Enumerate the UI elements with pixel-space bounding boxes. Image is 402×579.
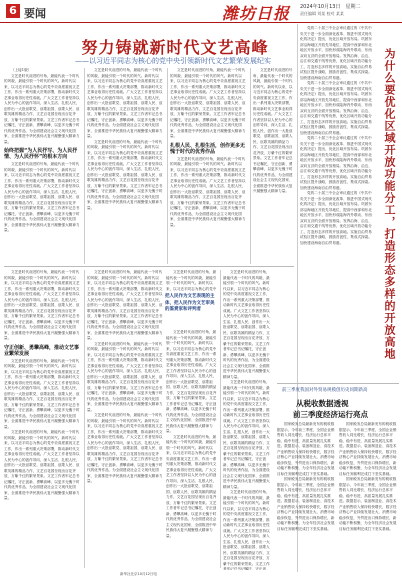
paragraph: 党的二十届三中全会审议通过的《中共中央关于进一步全面深化改革、推进中国式现代化的决定》提出，优化区域开放布局。巩固东部沿海地区开放先导地位，提高中西部和东北地区开放水平，加快形成陆海内外联动、东西双向互济的全面开放格局。发挥沿海、沿边、沿江和交通干线等优势，优化区域开放功能分工，打造形态多样的开放高地。实施自由贸易试验区提升战略，鼓励首创性、集成式探索。加快建设海南自由贸易港。 xyxy=(300,26,372,80)
side-article-body xyxy=(300,26,375,381)
column-rule xyxy=(250,68,251,264)
paragraph: 文艺是时代前进的号角，最能代表一个时代的风貌，最能引领一个时代的风气。新时代以来，以习近平同志为核心的党中央高度重视文艺工作，作出一系列重大决策部署，推动新时代文艺事业取得历史性成就。广大文艺工作者坚持以人民为中心的创作导向，深入生活、扎根人民，创作出一大批讴歌党、讴歌祖国、讴歌人民、讴歌英雄的精品力作，文艺百花园呈现出百花齐放、万紫千红的繁荣景象。文艺工作者牢记总书记嘱托，守正创新、勇攀高峰，以更多无愧于时代的优秀作品，为全面建设社会主义现代化国家、全面推进中华民族伟大复兴凝聚强大精神力量。 xyxy=(87,139,163,210)
section-name: 要闻 xyxy=(24,7,46,20)
side-article-headline: 为什么要优化区域开放功能分工，打造形态多样的开放高地 xyxy=(383,48,396,360)
paragraph: 文艺是时代前进的号角，最能代表一个时代的风貌，最能引领一个时代的风气。新时代以来，以习近平同志为核心的党中央高度重视文艺工作，作出一系列重大决策部署，推动新时代文艺事业取得历史性成就。广大文艺工作者坚持以人民为中心的创作导向，深入生活、扎根人民，创作出一大批讴歌党、讴歌祖国、讴歌人民、讴歌英雄的精品力作，文艺百花园呈现出百花齐放、万紫千红的繁荣景象。文艺工作者牢记总书记嘱托，守正创新、勇攀高峰，以更多无愧于时代的优秀作品，为全面建设社会主义现代化国家、全面推进中华民族伟大复兴凝聚强大精神力量。 xyxy=(4,162,80,232)
section-heading: 始终把握“为人民抒写、为人民抒情、为人民抒怀”的根本方向 xyxy=(4,148,78,160)
paragraph: 国家税务总局最新发布的税收数据显示，今年前三季度，全国企业销售收入同比增长，经济运行总体平稳、稳中有进，高质量发展扎实推进。数据显示，装备制造业、高技术产业销售收入保持较快增长，数字经济核心产业持续发展壮大，消费市场稳步恢复，外贸进出口保持增长，新动能不断积聚，为全年经济社会发展目标任务顺利完成打下坚实基础。 xyxy=(339,422,397,476)
article-title: 努力铸就新时代文艺高峰 xyxy=(81,38,269,57)
news-kicker: 前三季度我国对外贸易规模创历史同期新高 xyxy=(282,388,368,393)
section-heading: 扎根人民、扎根生活，创作更多无愧于时代的优秀作品 xyxy=(170,142,246,155)
paragraph: 文艺是时代前进的号角，最能代表一个时代的风貌，最能引领一个时代的风气。新时代以来，以习近平同志为核心的党中央高度重视文艺工作，作出一系列重大决策部署，推动新时代文艺事业取得历史性成就。广大文艺工作者坚持以人民为中心的创作导向，深入生活、扎根人民，创作出一大批讴歌党、讴歌祖国、讴歌人民、讴歌英雄的精品力作，文艺百花园呈现出百花齐放、万紫千红的繁荣景象。文艺工作者牢记总书记嘱托，守正创新、勇攀高峰，以更多无愧于时代的优秀作品，为全面建设社会主义现代化国家、全面推进中华民族伟大复兴凝聚强大精神力量。 xyxy=(4,430,80,500)
paragraph: 国家税务总局最新发布的税收数据显示，今年前三季度，全国企业销售收入同比增长，经济运行总体平稳、稳中有进，高质量发展扎实推进。数据显示，装备制造业、高技术产业销售收入保持较快增长，数字经济核心产业持续发展壮大，消费市场稳步恢复，外贸进出口保持增长，新动能不断积聚，为全年经济社会发展目标任务顺利完成打下坚实基础。 xyxy=(277,477,335,531)
article-column-6 xyxy=(87,270,163,570)
column-rule xyxy=(167,68,168,264)
paragraph: 文艺是时代前进的号角，最能代表一个时代的风貌，最能引领一个时代的风气。新时代以来，以习近平同志为核心的党中央高度重视文艺工作，作出一系列重大决策部署，推动新时代文艺事业取得历史性成就。广大文艺工作者坚持以人民为中心的创作导向，深入生活、扎根人民，创作出一大批讴歌党、讴歌祖国、讴歌人民、讴歌英雄的精品力作，文艺百花园呈现出百花齐放、万紫千红的繁荣景象。文艺工作者牢记总书记嘱托，守正创新、勇攀高峰，以更多无愧于时代的优秀作品，为全面建设社会主义现代化国家、全面推进中华民族伟大复兴凝聚强大精神力量。 xyxy=(87,68,163,138)
paragraph: 文艺是时代前进的号角，最能代表一个时代的风貌，最能引领一个时代的风气。新时代以来，以习近平同志为核心的党中央高度重视文艺工作，作出一系列重大决策部署，推动新时代文艺事业取得历史性成就。广大文艺工作者坚持以人民为中心的创作导向，深入生活、扎根人民，创作出一大批讴歌党、讴歌祖国、讴歌人民、讴歌英雄的精品力作，文艺百花园呈现出百花齐放、万紫千红的繁荣景象。文艺工作者牢记总书记嘱托，守正创新、勇攀高峰，以更多无愧于时代的优秀作品，为全面建设社会主义现代化国家、全面推进中华民族伟大复兴凝聚强大精神力量。 xyxy=(166,434,217,538)
paragraph: 文艺是时代前进的号角，最能代表一个时代的风貌，最能引领一个时代的风气。新时代以来，以习近平同志为核心的党中央高度重视文艺工作，作出一系列重大决策部署，推动新时代文艺事业取得历史性成就。广大文艺工作者坚持以人民为中心的创作导向，深入生活、扎根人民，创作出一大批讴歌党、讴歌祖国、讴歌人民、讴歌英雄的精品力作，文艺百花园呈现出百花齐放、万紫千红的繁荣景象。文艺工作者牢记总书记嘱托，守正创 xyxy=(223,490,270,570)
article-column-1 xyxy=(4,68,82,262)
block-divider xyxy=(277,383,399,384)
paragraph: 文艺是时代前进的号角，最能代表一个时代的风貌，最能引领一个时代的风气。新时代以来，以习近平同志为核心的党中央高度重视文艺工作，作出一系列重大决策部署，推动新时代文艺事业取得历史性成就。广大文艺工作者坚持以人民为中心的创作导向，深入生活、扎根人民，创作出一大批讴歌党、讴歌祖国、讴歌人民、讴歌英雄的精品力作，文艺百花园呈现出百花齐放、万紫千红的繁荣景象。文艺工作者牢记总书记嘱托，守正创新、勇攀高峰，以更多无愧于时代的优秀作品，为全面建设社会主义现代化国家、全面推进中华民族伟大复兴凝聚强大精神力量。 xyxy=(170,156,246,227)
article-column-3 xyxy=(170,68,248,262)
article-lead: （上接1版） xyxy=(11,68,32,72)
paragraph: 党的二十届三中全会审议通过的《中共中央关于进一步全面深化改革、推进中国式现代化的决定》提出，优化区域开放布局。巩固东部沿海地区开放先导地位，提高中西部和东北地区开放水平，加快形成陆海内外联动、东西双向互济的全面开放格局。发挥沿海、沿边、沿江和交通干线等优势，优化区域开放功能分工，打造形态多样的开放高地。实施自由贸易试验区提升战略，鼓励首创性、集成式探索。加快建设海南自由贸易港。 xyxy=(300,81,372,135)
paragraph: 国家税务总局最新发布的税收数据显示，今年前三季度，全国企业销售收入同比增长，经济运行总体平稳、稳中有进，高质量发展扎实推进。数据显示，装备制造业、高技术产业销售收入保持较快增长，数字经济核心产业持续发展壮大，消费市场稳步恢复，外贸进出口保持增长，新动能不断积聚，为全年经济社会发展目标任务顺利完成打下坚实基础。 xyxy=(339,477,397,531)
paragraph: 文艺是时代前进的号角，最能代表一个时代的风貌，最能引领一个时代的风气。新时代以来，以习近平同志为核心的党中央高度重视文艺工作，作出一系列重大决策部署，推动新时代文艺事业取得历史性成就。广大文艺工作者坚持以人民为中心的创作导向，深入生活、扎根人民，创作出一大批讴歌党、讴歌祖国、讴歌人民、讴歌英雄的精品力作，文艺百花园呈现出百花齐放、万紫千红的繁荣景象。文艺工作者牢记总书记嘱托，守正创新、勇攀高峰，以更多无愧于时代的优秀作品，为全面建设社会主义现代化国家、全面推进中华民族伟大复兴凝聚强大精神力量。 xyxy=(223,380,270,489)
editor-line: 责任编辑 刘某 校对 某某 xyxy=(300,11,344,16)
section-heading: 守正创新、勇攀高峰，推动文艺事业繁荣发展 xyxy=(4,344,80,357)
paragraph: 党的二十届三中全会审议通过的《中共中央关于进一步全面深化改革、推进中国式现代化的决定》提出，优化区域开放布局。巩固东部沿海地区开放先导地位，提高中西部和东北地区开放水平，加快形成陆海内外联动、东西双向互济的全面开放格局。发挥沿海、沿边、沿江和交通干线等优势，优化区域开放功能分工，打造形态多样的开放高地。实施自由贸易试验区提升战略，鼓励首创性、集成式探索。加快建设海南自由贸易港。 xyxy=(300,191,372,245)
paragraph: 文艺是时代前进的号角，最能代表一个时代的风貌，最能引领一个时代的风气。新时代以来，以习近平同志为核心的党中央高度重视文艺工作，作出一系列重大决策部署，推动新时代文艺事业取得历史性成就。广大文艺工作者坚持以人民为中心的创作导向，深入生活、扎根人民，创作出一大批讴歌党、讴歌祖国、讴歌人民、讴歌英雄的精品力作，文艺百花园呈现出百花齐放、万紫千红的繁荣景象。文艺工作者牢记总书记嘱托，守正创新、勇攀高峰，以更多无愧于时代的优秀作品，为全面建设社会主义现代化国家、全面推进中华民族伟大复兴凝聚强大精神力量。 xyxy=(170,68,246,138)
paragraph: 文艺是时代前进的号角，最能代表一个时代的风貌，最能引领一个时代的风气。新时代以来，以习近平同志为核心的党中央高度重视文艺工作，作出一系列重大决策部署，推动新时代文艺事业取得历史性成就。广大文艺工作者坚持以人民为中心的创作导向，深入生活、扎根人民，创作出一大批讴歌党、讴歌祖国、讴歌人民、讴歌英雄的精品力作，文艺百花园呈现出百花齐放、万紫千红的繁荣景象。文艺工作者牢记总书记嘱托，守正创新、勇攀高峰，以更多无愧于时代的优秀作品，为全面建设社会主义现代化国家、全面推进中华民族伟大复兴凝聚强大精神力量。 xyxy=(87,270,163,340)
article-column-8 xyxy=(223,270,273,570)
column-rule xyxy=(220,270,221,568)
article-column-7-top xyxy=(166,270,218,292)
article-column-7 xyxy=(166,330,218,570)
article-column-2 xyxy=(87,68,165,262)
column-rule xyxy=(84,68,85,264)
pull-quote: 把人民作为文艺表现的主体，把人民作为文艺审美的鉴赏家和评判者 xyxy=(165,294,215,312)
paragraph: 文艺是时代前进的号角，最能代表一个时代的风貌，最能引领一个时代的风气。新时代以来，以习近平同志为核心的党中央高度重视文艺工作，作出一系列重大决策部署，推动新时代文艺事业取得历史性成就。广大文艺工作者坚持以人民为中心的创作导向，深入生活、扎根人民，创作出一大批讴歌党、讴歌祖国、讴歌人民、讴歌英雄的精品力作，文艺百花园呈现出百花齐放、万紫千红的繁荣景象。文艺工作者牢记总书记嘱托，守正创新、勇攀高峰，以更多无愧于时代的优秀作品，为全面建设社会主义现代化国家、全面推进中华民族伟大复兴凝聚强大精神力量。 xyxy=(223,270,270,379)
paragraph: 文艺是时代前进的号角，最能代表一个时代的风貌，最能引领一个时代的风气。新时代以来，以习近平同志为核心的党中央高度重视文艺工作，作出一系列重大决策部署，推动新时代文艺事业取得历史性成就。广大文艺工作者坚持以人民为中心的创作导向，深入生活、扎根人民，创作出一大批讴歌党、讴歌祖国、讴歌人民、讴歌英雄的精品力作，文艺百花园呈现出百花齐放、万紫千红的繁荣景象。文艺工作者牢记总书记嘱托，守正创新、勇攀高峰，以更多无愧于时代的优秀作品，为全面建设社会主义现代化国家、全面推进中华民族伟大复兴凝聚强大精神力量。 xyxy=(253,68,293,193)
paragraph: 文艺是时代前进的号角，最能代表一个时代的风貌，最能引领一个时代的风气。新时代以来，以习近平同志为核心的党中央高度重视文艺工作，作出一系列重大决策部署，推动新时代文艺事业取得历史性成就。广大文艺工作者坚持以人民为中心的创作导向，深入生活、扎根人民，创作出一大批讴歌党、讴歌祖国、讴歌人民、讴歌英雄的精品力作，文艺百花园呈现出百花齐放、万紫千红的繁荣景象。文艺工作者牢记总书记嘱托，守正创新、勇攀高峰，以更多无愧于时代的优秀作品，为全面建设社会主义现代化国家、全面推进中华民族伟大复兴凝聚强大精神力量。 xyxy=(4,270,80,340)
paragraph: 党的二十届三中全会审议通过的《中共中央关于进一步全面深化改革、推进中国式现代化的决定》提出，优化区域开放布局。巩固东部沿海地区开放先导地位，提高中西部和东北地区开放水平，加快形成陆海内外联动、东西双向互济的全面开放格局。发挥沿海、沿边、沿江和交通干线等优势，优化区域开放功能分工，打造形态多样的开放高地。实施自由贸易试验区提升战略，鼓励首创性、集成式探索。加快建设海南自由贸易港。 xyxy=(300,136,372,190)
newspaper-masthead: 潍坊日报 xyxy=(222,4,291,23)
paragraph: 文艺是时代前进的号角，最能代表一个时代的风貌，最能引领一个时代的风气。新时代以来，以习近平同志为核心的党中央高度重视文艺工作，作出一系列重大决策部署，推动新时代文艺事业取得历史性成就。广大文艺工作者坚持以人民为中心的创作导向，深入生活、扎根人民，创作出一大批讴歌党、讴歌祖国、讴歌人民、讴歌英雄的精品力作，文艺百花园呈现出百花齐放、万紫千红的繁荣景象。文艺工作者牢记总书记嘱托，守正创新、勇攀高峰，以更多无愧于时代的优秀作品，为全面建设社会主义现代化国家、全面推进中华民族伟大复兴凝聚强大精神力量。 xyxy=(4,358,80,429)
paragraph: 文艺是时代前进的号角，最能代表一个时代的风貌，最能引领一个时代的风气。新时代以来，以习近平同志为核心的党中央高度重视文艺工作，作出一系列重大决策部署，推动新时代文艺事业取得历史性成就。广大文艺工作者坚持以人民为中心的创作导向，深入生活、扎根人民，创作出一大批讴歌党、讴歌祖国、讴歌人民、讴歌英雄的精品力作，文艺百花园呈现出百花齐放、万紫千红的繁荣景象。文艺工作者牢记总书记嘱托，守正创新、勇攀高峰，以更多无愧于时代的优秀作品，为全面建设社会主义现代化国家、全面推进中华民族伟大复兴凝聚强大精神力量。 xyxy=(166,330,217,433)
article-subtitle: ——以习近平同志为核心的党中央引领新时代文艺繁荣发展纪实 xyxy=(75,57,271,65)
paragraph: 文艺是时代前进的号角，最能代表一个时代的风貌，最能引领一个时代的风气。新时代以来，以习近平同志为核心的党中 xyxy=(166,270,217,291)
news-headline-line-1: 从税收数据透视 xyxy=(296,399,349,408)
paragraph: 文艺是时代前进的号角，最能代表一个时代的风貌，最能引领一个时代的风气。新时代以来，以习近平同志为核心的党中央高度重视文艺工作，作出一系列重大决策部署，推动新时代文艺事业取得历史性成就。广大文艺工作者坚持以人民为中心的创作导向，深入生活、扎根人民，创作出一大批讴歌党、讴歌祖国、讴歌人民、讴歌英雄的精品力作，文艺百花园呈现出百花齐放、万紫千红的繁荣景象。文艺工作者牢记总书记嘱托，守正创新、勇攀高峰，以更多无愧于时代的优秀作品，为全面建设社会主义现代化国家、全面推进中华民族伟大复兴凝聚强大精神力量。 xyxy=(87,413,163,483)
block-divider xyxy=(4,266,294,267)
news-column-1 xyxy=(277,422,335,568)
paragraph: 文艺是时代前进的号角，最能代表一个时代的风貌，最能引领一个时代的风气。新时代以来，以习近平同志为核心的党中央高度重视文艺工作，作出一系列重大决策部署，推动新时代文艺事业取得历史性成就。广大文艺工作者坚持以人民为中心的创作导向，深入生活、扎根人民，创作出一大批讴歌党、讴歌祖国、讴歌人民、讴歌英雄的精品力作，文艺百花园呈现出百花齐放、万紫千红的繁荣景象。文艺工作者牢记总书记嘱托，守正创新、勇攀高峰，以更多无愧于时代的优秀作品，为全面建设社会主义现代化国家、全面推进中华民族伟大复兴凝聚强大精神力量。 xyxy=(87,341,163,412)
paragraph: 国家税务总局最新发布的税收数据显示，今年前三季度，全国企业销售收入同比增长，经济运行总体平稳、稳中有进，高质量发展扎实推进。数据显示，装备制造业、高技术产业销售收入保持较快增长，数字经济核心产业持续发展壮大，消费市场稳步恢复，外贸进出口保持增长，新动能不断积聚，为全年经济社会发展目标任务顺利完成打下坚实基础。 xyxy=(277,422,335,476)
article-column-5 xyxy=(4,270,82,570)
news-headline-line-2: 前三季度经济运行亮点 xyxy=(293,410,368,419)
news-column-2 xyxy=(339,422,398,568)
page-number-badge: 6 xyxy=(6,4,20,18)
article-column-4 xyxy=(253,68,295,262)
column-rule xyxy=(84,270,85,568)
paragraph: 文艺是时代前进的号角，最能代表一个时代的风貌，最能引领一个时代的风气。新时代以来，以习近平同志为核心的党中央高度重视文艺工作，作出一系列重大决策部署，推动新时代文艺事业取得历史性成就。广大文艺工作者坚持以人民为中心的创作导向，深入生活、扎根人民，创作出一大批讴歌党、讴歌祖国、讴歌人民、讴歌英雄的精品力作，文艺百花园呈现出百花齐放、万紫千红的繁荣景象。文艺工作者牢记总书记嘱托，守正创新、勇攀高峰，以更多无愧于时代的优秀作品，为全面建设社会主义现代化国家、全面推进中华民族伟大复兴凝聚强大精神力量。 xyxy=(4,73,80,144)
footer-dateline: 新华社北京10月12日电 xyxy=(120,572,157,576)
issue-date: 2024年10月13日 星期二 xyxy=(300,4,361,10)
